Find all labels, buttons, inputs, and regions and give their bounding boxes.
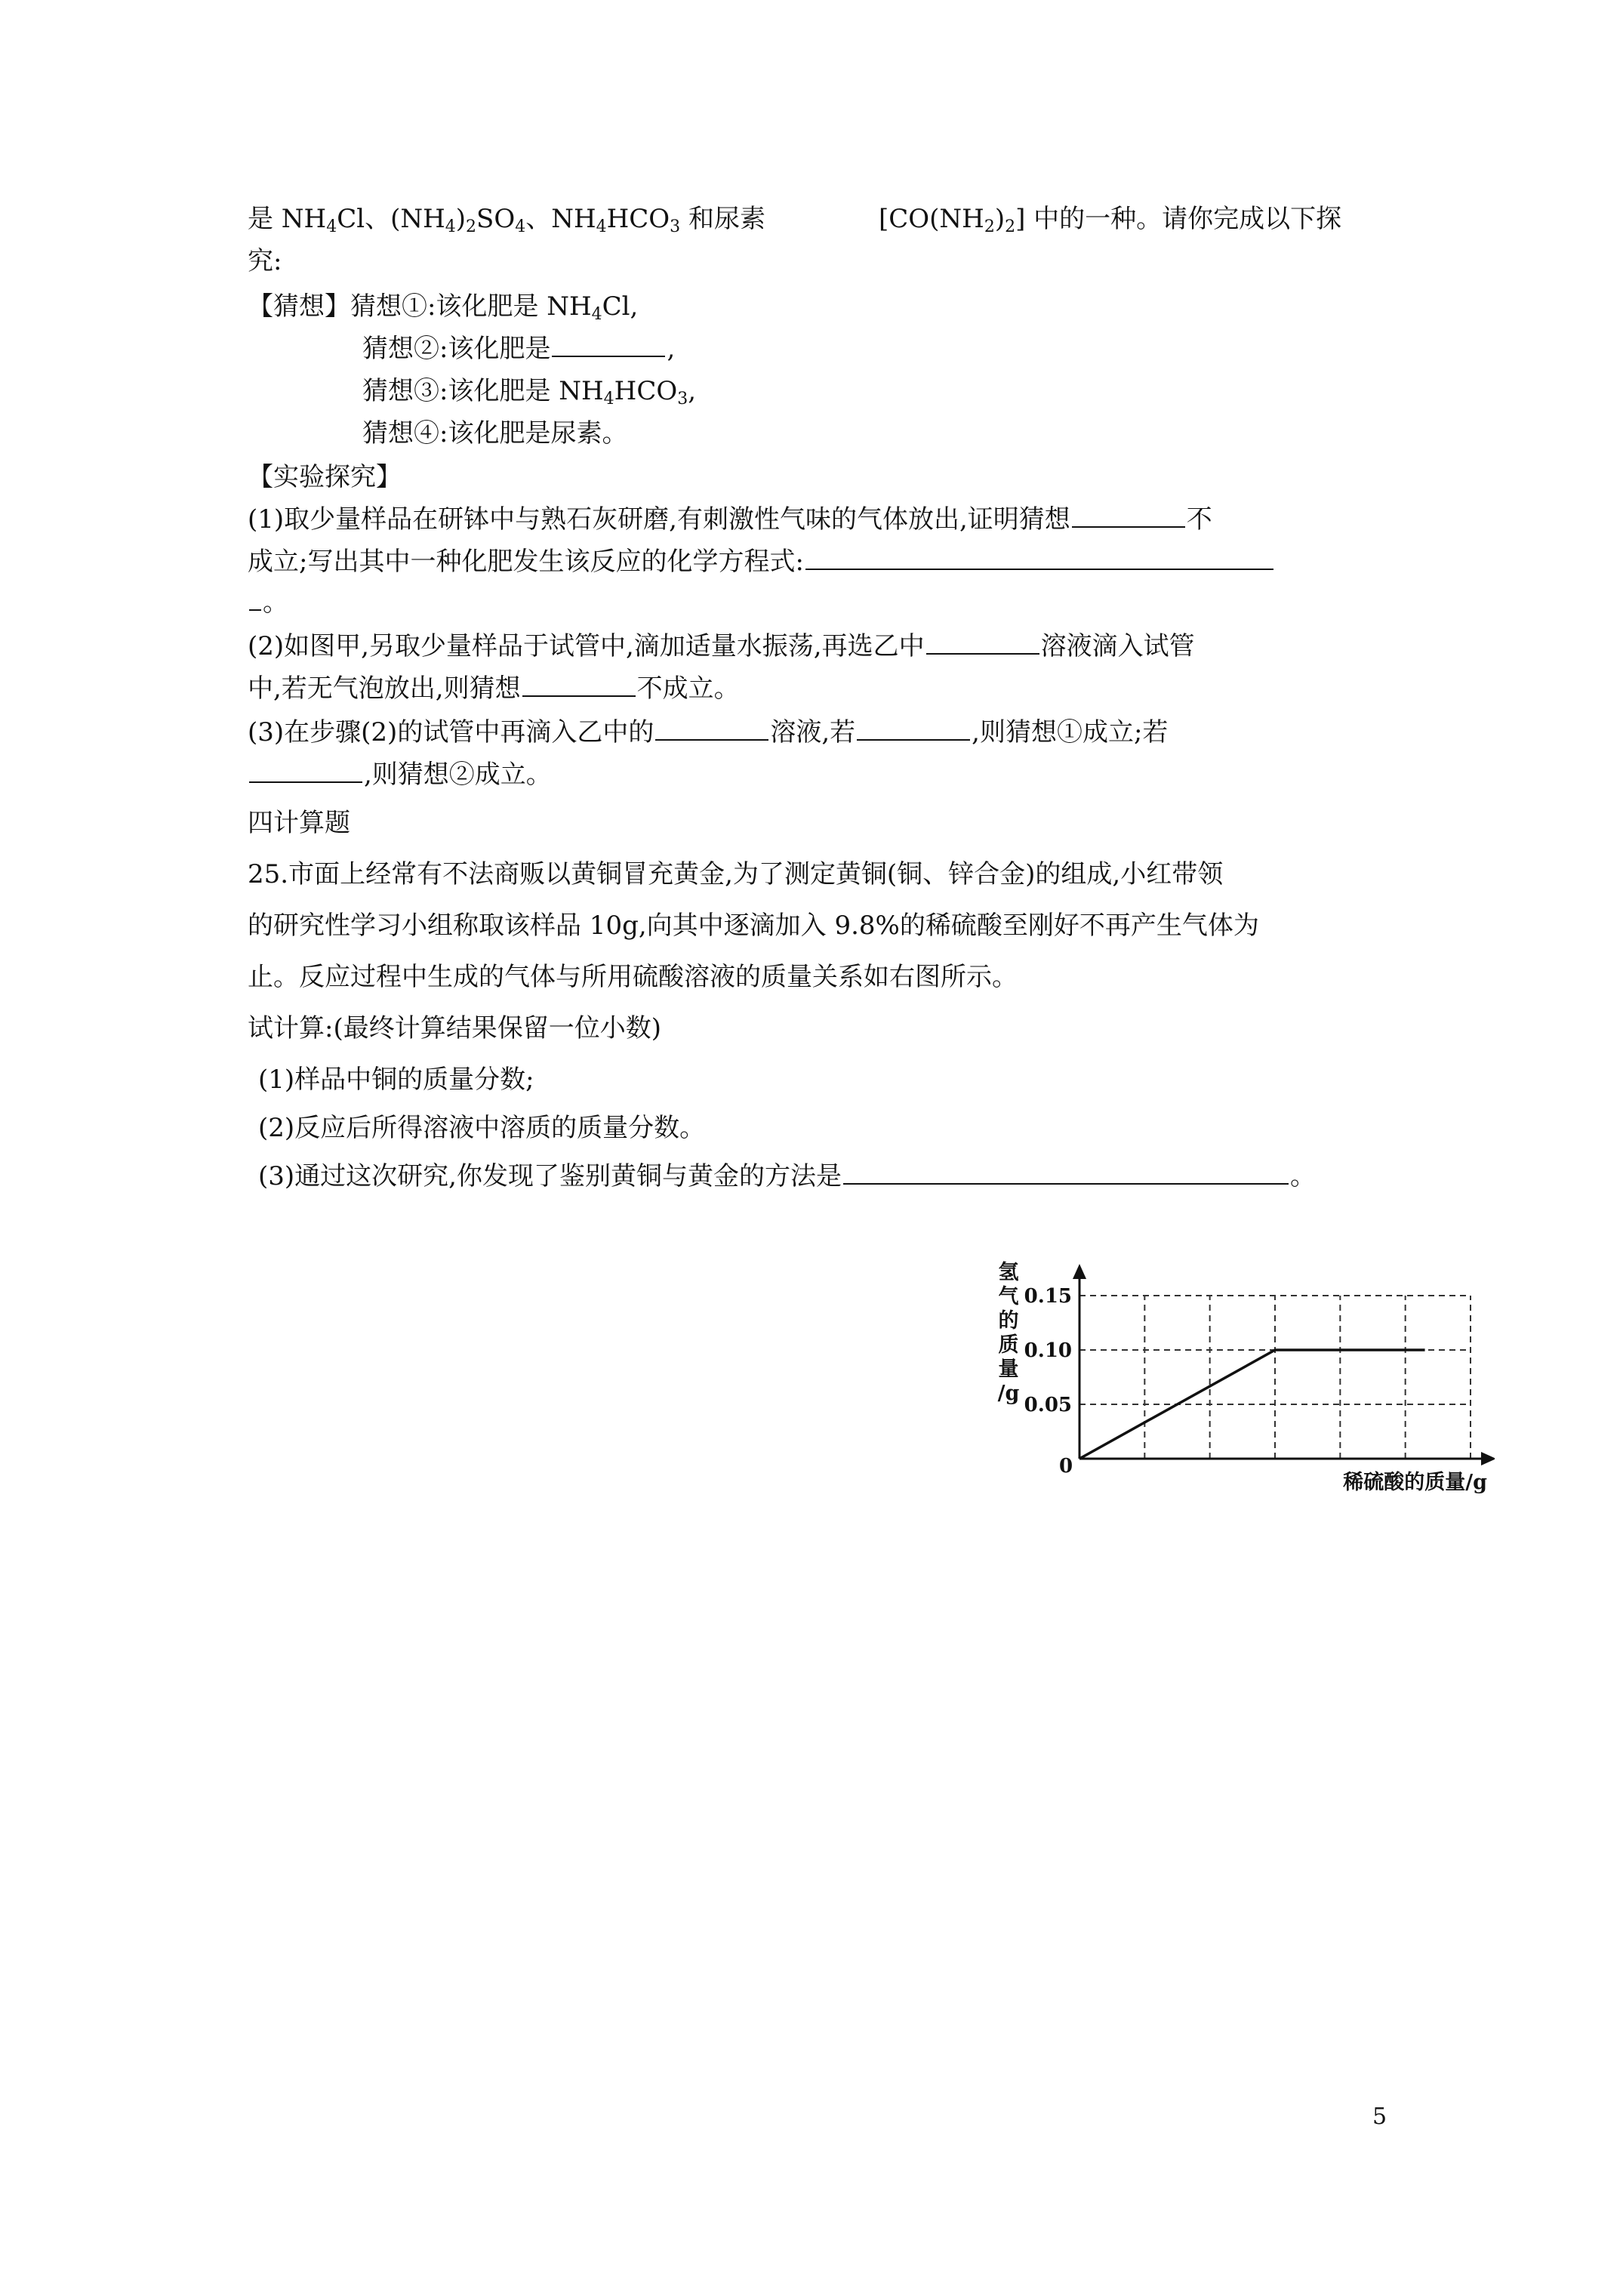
hypothesis-text: 猜想③:该化肥是 NH — [362, 376, 604, 406]
answer-blank[interactable] — [249, 759, 362, 783]
hypothesis-text: 猜想④:该化肥是尿素。 — [362, 418, 628, 448]
y-axis-arrow — [1073, 1264, 1086, 1279]
step-text: ,则猜想②成立。 — [364, 760, 552, 790]
subscript: 4 — [591, 305, 602, 324]
step-text: 中,若无气泡放出,则猜想 — [248, 673, 521, 704]
hypothesis-label: 【猜想】 — [248, 291, 350, 322]
step-text: (2)如图甲,另取少量样品于试管中,滴加适量水振荡,再选乙中 — [248, 631, 925, 661]
y-tick-label: 0.05 — [1024, 1394, 1072, 1416]
section-title: 四计算题 — [248, 808, 350, 838]
x-axis-arrow — [1481, 1452, 1495, 1465]
step-text: 不成立。 — [636, 673, 740, 704]
question-text: 的研究性学习小组称取该样品 10g,向其中逐滴加入 9.8%的稀硫酸至刚好不再产生气体为 — [248, 911, 1259, 941]
intro-text: ] 中的一种。请你完成以下探 — [1015, 204, 1342, 234]
subscript: 2 — [1005, 217, 1016, 236]
experiment-step-1-line-1 — [248, 503, 1212, 536]
intro-text: 究: — [248, 246, 282, 276]
answer-blank[interactable] — [655, 717, 768, 741]
subscript: 4 — [326, 217, 337, 236]
y-axis-label-char: /g — [997, 1382, 1020, 1405]
experiment-step-1-line-3 — [248, 586, 288, 619]
experiment-step-2-line-1 — [248, 630, 1195, 663]
intro-text: Cl、(NH — [337, 204, 445, 234]
intro-text: ) — [455, 204, 467, 234]
question-text: 25.市面上经常有不法商贩以黄铜冒充黄金,为了测定黄铜(铜、锌合金)的组成,小红带领 — [248, 859, 1224, 889]
intro-text: ) — [994, 204, 1006, 234]
step-text: (1)取少量样品在研钵中与熟石灰研磨,有刺激性气味的气体放出,证明猜想 — [248, 504, 1070, 535]
answer-blank[interactable] — [805, 546, 1273, 570]
intro-text: [CO(NH — [878, 204, 984, 234]
subscript: 4 — [596, 217, 607, 236]
question-text: (3)通过这次研究,你发现了鉴别黄铜与黄金的方法是 — [258, 1161, 842, 1191]
intro-text: HCO — [606, 204, 670, 234]
question-25-line-2 — [248, 909, 1259, 942]
calc-item-1 — [258, 1063, 534, 1096]
experiment-label — [248, 461, 402, 494]
step-text: 不 — [1186, 504, 1212, 535]
y-axis-label-char: 氢 — [998, 1261, 1019, 1284]
answer-blank[interactable] — [249, 587, 261, 611]
hypothesis-1 — [248, 290, 638, 323]
hypothesis-3 — [362, 374, 696, 408]
step-text: 溶液滴入试管 — [1040, 631, 1195, 661]
experiment-step-2-line-2 — [248, 672, 740, 705]
answer-blank[interactable] — [1072, 504, 1185, 528]
hypothesis-text: 猜想②:该化肥是 — [362, 334, 551, 364]
answer-blank[interactable] — [552, 333, 665, 357]
answer-blank[interactable] — [843, 1160, 1289, 1185]
experiment-step-3-line-2 — [248, 758, 552, 791]
page-number: 5 — [1372, 2103, 1387, 2130]
intro-line-1 — [248, 202, 1341, 236]
hypothesis-text: HCO — [614, 376, 678, 406]
section-heading — [248, 806, 350, 840]
y-axis-label-char: 的 — [998, 1309, 1019, 1333]
subscript: 3 — [670, 217, 681, 236]
experiment-heading: 【实验探究】 — [248, 462, 402, 492]
chart-y-axis-label — [998, 1260, 1020, 1405]
subscript: 4 — [515, 217, 526, 236]
y-axis-label-char: 质 — [998, 1333, 1019, 1357]
chart-tick-labels — [1024, 1285, 1072, 1416]
hypothesis-text: , — [688, 376, 697, 406]
intro-line-2 — [248, 245, 282, 278]
intro-text: 、NH — [525, 204, 596, 234]
subscript: 2 — [984, 217, 995, 236]
subscript: 2 — [466, 217, 477, 236]
experiment-step-1-line-2 — [248, 545, 1275, 578]
answer-blank[interactable] — [522, 673, 636, 697]
question-25-line-3 — [248, 960, 1018, 994]
step-text: ,则猜想①成立;若 — [972, 717, 1169, 747]
intro-text: 和尿素 — [680, 204, 765, 234]
question-text: 止。反应过程中生成的气体与所用硫酸溶液的质量关系如右图所示。 — [248, 962, 1018, 992]
hypothesis-text: , — [667, 334, 676, 364]
y-tick-label: 0.15 — [1024, 1285, 1072, 1308]
step-text: 成立;写出其中一种化肥发生该反应的化学方程式: — [248, 547, 804, 577]
question-text: 。 — [1289, 1161, 1316, 1191]
hydrogen-mass-chart — [981, 1253, 1495, 1502]
subscript: 4 — [445, 217, 456, 236]
chart-origin-label: 0 — [1058, 1455, 1073, 1478]
subscript: 3 — [677, 390, 688, 408]
answer-blank[interactable] — [926, 630, 1039, 655]
y-axis-label-char: 气 — [998, 1285, 1019, 1308]
chart-x-axis-label: 稀硫酸的质量/g — [1343, 1471, 1487, 1494]
chart-axes — [1073, 1264, 1495, 1465]
experiment-step-3-line-1 — [248, 716, 1168, 749]
question-25-line-1 — [248, 858, 1223, 891]
question-text: (1)样品中铜的质量分数; — [258, 1065, 534, 1095]
answer-blank[interactable] — [857, 717, 970, 741]
intro-text: 是 NH — [248, 204, 327, 234]
hypothesis-2 — [362, 332, 675, 365]
intro-text: SO — [476, 204, 516, 234]
calc-instruction — [248, 1012, 661, 1045]
calc-item-3 — [258, 1160, 1316, 1193]
question-text: (2)反应后所得溶液中溶质的质量分数。 — [258, 1113, 706, 1143]
step-text: (3)在步骤(2)的试管中再滴入乙中的 — [248, 717, 654, 747]
chart-grid — [1079, 1296, 1471, 1459]
hypothesis-text: Cl, — [602, 291, 639, 322]
y-axis-label-char: 量 — [998, 1358, 1019, 1381]
calc-item-2 — [258, 1111, 705, 1145]
step-text: 。 — [263, 587, 288, 618]
question-text: 试计算:(最终计算结果保留一位小数) — [248, 1013, 661, 1043]
step-text: 溶液,若 — [770, 717, 856, 747]
y-tick-label: 0.10 — [1024, 1339, 1072, 1362]
hypothesis-text: 猜想①:该化肥是 NH — [350, 291, 592, 322]
subscript: 4 — [603, 390, 614, 408]
hypothesis-4 — [362, 417, 627, 450]
